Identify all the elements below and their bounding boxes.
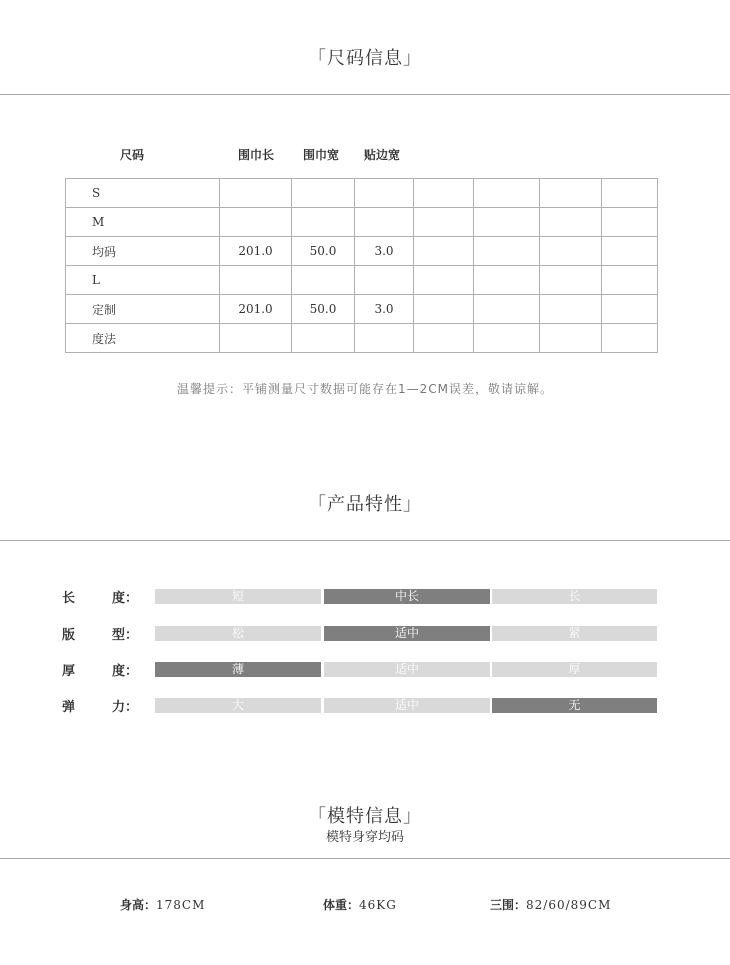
size-cell-size: 度法 (66, 324, 220, 353)
size-cell-width (292, 266, 355, 295)
size-cell-length (220, 179, 292, 208)
feature-label-char: 版 (62, 628, 76, 643)
model-height-label: 身高： (120, 898, 157, 912)
size-table-row (66, 266, 658, 295)
size-cell-empty (474, 266, 540, 295)
model-section-title: 「模特信息」 (308, 806, 422, 827)
size-tip: 温馨提示：平铺测量尺寸数据可能存在1—2CM误差，敬请谅解。 (176, 382, 553, 396)
feature-option: 厚 (492, 662, 657, 677)
feature-label-char: 厚 (62, 664, 76, 679)
size-cell-empty (540, 179, 602, 208)
size-cell-empty (602, 324, 658, 353)
size-cell-width: 50.0 (292, 237, 355, 266)
size-cell-empty (414, 266, 474, 295)
size-cell-empty (602, 295, 658, 324)
model-weight (323, 896, 397, 913)
size-cell-width (292, 324, 355, 353)
size-cell-size: 均码 (66, 237, 220, 266)
size-cell-empty (602, 237, 658, 266)
model-section-divider (0, 858, 730, 859)
size-cell-empty (540, 237, 602, 266)
model-weight-value: 46KG (359, 898, 397, 912)
size-cell-trim (355, 266, 414, 295)
size-cell-empty (540, 266, 602, 295)
size-cell-length: 201.0 (220, 237, 292, 266)
size-cell-empty (540, 324, 602, 353)
size-cell-empty (414, 208, 474, 237)
size-table (65, 178, 658, 353)
model-height-value: 178CM (156, 898, 206, 912)
feature-row (0, 589, 730, 605)
size-cell-size: M (66, 208, 220, 237)
size-cell-length (220, 324, 292, 353)
feature-option-selected: 无 (492, 698, 657, 713)
size-cell-size: L (66, 266, 220, 295)
feature-label-suffix: 型： (112, 628, 139, 643)
feature-label-char: 弹 (62, 700, 76, 715)
size-section-divider (0, 94, 730, 95)
feature-row (0, 626, 730, 642)
size-table-row (66, 208, 658, 237)
feature-option: 紧 (492, 626, 657, 641)
header-trim: 贴边宽 (364, 148, 401, 162)
size-cell-empty (414, 237, 474, 266)
feature-option: 适中 (324, 662, 490, 677)
feature-label-suffix: 度： (112, 591, 139, 606)
size-cell-width (292, 179, 355, 208)
size-cell-size: S (66, 179, 220, 208)
model-measurements-value: 82/60/89CM (526, 898, 612, 912)
feature-option: 长 (492, 589, 657, 604)
size-cell-length: 201.0 (220, 295, 292, 324)
size-cell-empty (414, 295, 474, 324)
size-table-row (66, 324, 658, 353)
feature-option: 适中 (324, 698, 490, 713)
size-cell-empty (602, 208, 658, 237)
size-cell-width: 50.0 (292, 295, 355, 324)
size-table-row (66, 237, 658, 266)
feature-option-selected: 薄 (155, 662, 321, 677)
size-cell-empty (474, 295, 540, 324)
header-length: 围巾长 (238, 148, 275, 162)
feature-option: 短 (155, 589, 321, 604)
feature-row (0, 698, 730, 714)
model-section-subtitle: 模特身穿均码 (325, 830, 404, 845)
feature-option-selected: 中长 (324, 589, 490, 604)
size-cell-trim (355, 208, 414, 237)
feature-label-suffix: 力： (112, 700, 139, 715)
size-cell-empty (540, 295, 602, 324)
model-measurements (490, 896, 611, 913)
model-height (120, 896, 205, 913)
size-cell-empty (602, 179, 658, 208)
size-cell-empty (540, 208, 602, 237)
size-cell-empty (474, 179, 540, 208)
size-cell-empty (474, 208, 540, 237)
size-cell-empty (414, 179, 474, 208)
size-cell-empty (474, 324, 540, 353)
size-cell-width (292, 208, 355, 237)
size-cell-trim: 3.0 (355, 295, 414, 324)
size-cell-length (220, 266, 292, 295)
model-measurements-label: 三围： (490, 898, 527, 912)
header-width: 围巾宽 (303, 148, 340, 162)
size-section-title: 「尺码信息」 (308, 48, 422, 69)
feature-label-char: 长 (62, 591, 76, 606)
size-cell-trim (355, 324, 414, 353)
size-cell-empty (474, 237, 540, 266)
size-cell-length (220, 208, 292, 237)
feature-option: 大 (155, 698, 321, 713)
feature-label-suffix: 度： (112, 664, 139, 679)
size-cell-empty (414, 324, 474, 353)
size-cell-trim: 3.0 (355, 237, 414, 266)
size-table-row (66, 295, 658, 324)
size-cell-empty (602, 266, 658, 295)
model-weight-label: 体重： (323, 898, 360, 912)
feature-option: 松 (155, 626, 321, 641)
feature-section-divider (0, 540, 730, 541)
header-size: 尺码 (120, 148, 145, 162)
feature-row (0, 662, 730, 678)
feature-option-selected: 适中 (324, 626, 490, 641)
size-cell-size: 定制 (66, 295, 220, 324)
feature-section-title: 「产品特性」 (308, 494, 422, 515)
size-cell-trim (355, 179, 414, 208)
size-table-row (66, 179, 658, 208)
